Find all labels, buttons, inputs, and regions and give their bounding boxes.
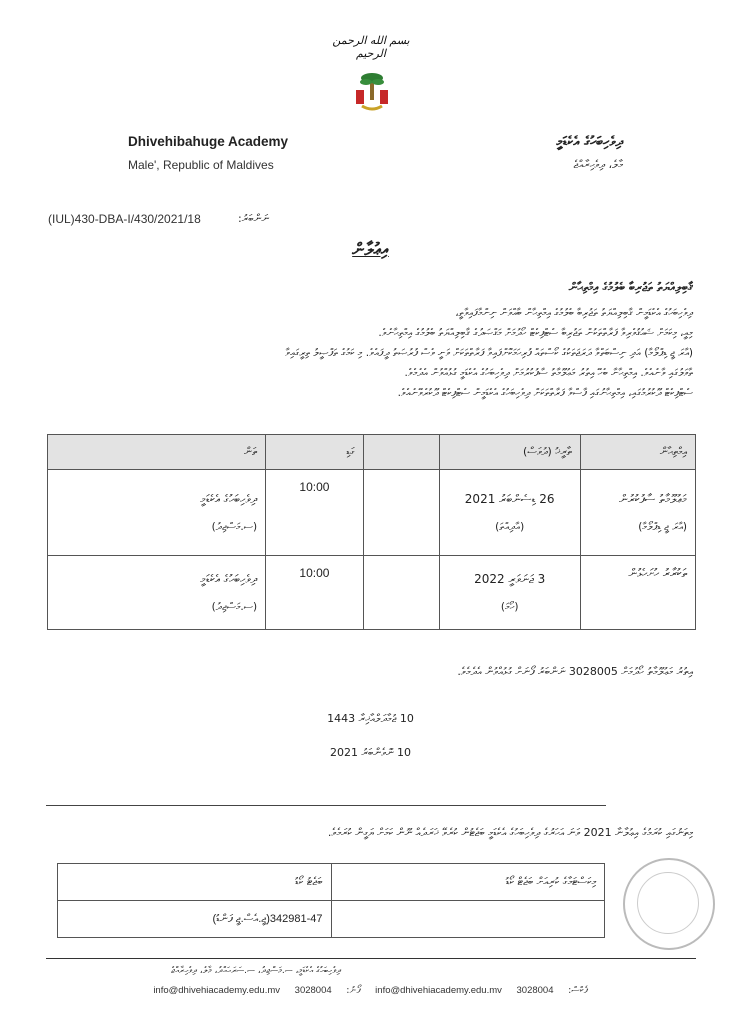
footer-email[interactable]: info@dhivehiacademy.edu.mv <box>375 985 502 996</box>
divider <box>46 805 606 806</box>
gregorian-date: 10 ނޮވެންބަރު 2021 <box>329 746 412 759</box>
budget-code-value: 342981-47(ޖީ.އެސް.ޖީ ފަންޑު) <box>58 901 332 938</box>
org-name-dv: ދިވެހިބަހުގެ އެކެޑަމީ <box>556 134 623 150</box>
body-paragraph: ދިވެހިބަހުގެ އެކެޑަމީން ޤާބިލިއްޔަތު ތަޖުރިބާ ބެލުމުގެ އިމްތިޙާން ބާއްވަން ނިންމާފައިވާތީ، <box>455 307 693 319</box>
exam-name: މަޢުލޫމާތު ސާފުކުރުން <box>619 491 687 506</box>
org-name-en: Dhivehibahuge Academy <box>128 134 289 149</box>
body-paragraph: މިއީ، މިކަމަށް ޝައުޤުވެރިވާ ފަރާތްތަކުން ތަޖުރިބާ ސެޓްފިކެޓް ހޯދުމަށް މަޤްޞަދުގެ ޤާބިލިއްޔަތު ބެލުމުގެ އިމްތިޙާނެވެ. <box>378 327 693 339</box>
date-text: 3 ޖަނަވަރީ 2022 <box>474 571 546 586</box>
blank-cell <box>363 470 439 556</box>
footer-contact <box>0 985 741 996</box>
col-exam: އިމްތިޙާން <box>580 435 695 470</box>
exam-name: ތަކުރާރު ހުށަހެޅުން <box>628 566 687 580</box>
footer-email[interactable]: info@dhivehiacademy.edu.mv <box>153 985 281 996</box>
exam-cell <box>580 470 695 556</box>
blank-cell <box>363 556 439 630</box>
budget-declaration: މިތަނުގައި ކުރަމުގެ އިޢުލާނާ 2021 ވަނަ އަހަރުގެ ދިވެހިބަހުގެ އެކެޑަމީ ބަޖެޓުން ކުރެވޭ ޚަރަދެއް ނޫން ކަމަށް ޔަގީން ކުރަމެވެ. <box>327 826 693 839</box>
col-date: ތާރީޚު (ދުވަސް) <box>439 435 580 470</box>
body-paragraph: ސެޓްފިކެޓް ދޫކުރުމުގައި، އިމްތިޙާނުގައި ފާސްވާ ފަރާތްތަކަށް ދިވެހިބަހުގެ އެކެޑަމީން ސެޓްފިކެޓް ދޫކުރެވޭނެއެވެ. <box>397 387 693 399</box>
org-location-dv: މާލެ، ދިވެހިރާއްޖެ <box>573 158 623 171</box>
reference-number: (IUL)430-DBA-I/430/2021/18 <box>48 212 201 226</box>
col-blank <box>363 435 439 470</box>
blank-cell <box>331 901 605 938</box>
time-cell: 10:00 <box>266 470 364 556</box>
table-header-row <box>48 435 696 470</box>
body-paragraph: ތާވަލުގައި ވާނެއެވެ. އިމްތިޙާނާ ބެހޭ އިތުރު މަޢުލޫމާތު ސާފުކުރުމަށް ދިވެހިބަހުގެ އެކެޑަމީ ގުޅުއްވުން އެދެމެވެ. <box>404 367 693 379</box>
org-location-en: Male', Republic of Maldives <box>128 158 274 172</box>
footer-fax: 3028004 <box>516 985 554 996</box>
venue-name: ދިވެހިބަހުގެ އެކެޑަމީ <box>200 491 258 506</box>
time-cell: 10:00 <box>266 556 364 630</box>
table-row <box>48 556 696 630</box>
stamp-inner-ring <box>637 872 699 934</box>
day-text: (އާދިއްތަ) <box>495 520 525 533</box>
venue-sub: (ސ.މަސްޖިދު) <box>211 600 258 613</box>
subject-line: ޤާބިލިއްޔަތު ތަޖުރިބާ ބެލުމުގެ އިމްތިޙާން <box>568 280 693 294</box>
budget-code-label: ބަޖެޓު ކޯޑު <box>58 864 332 901</box>
table-row <box>58 864 605 901</box>
exam-sub: (އާރަ ޖީ ޑިޕްލޯމާ) <box>638 520 687 533</box>
col-venue: ތަން <box>48 435 266 470</box>
date-cell <box>439 470 580 556</box>
contact-note: އިތުރު މަޢުލޫމާތު ހޯދުމަށް 3028005 ނަންބަރު ފޯނަށް ގުޅުއްވުން އެދެމެވެ. <box>457 665 693 678</box>
venue-cell <box>48 470 266 556</box>
venue-name: ދިވެހިބަހުގެ އެކެޑަމީ <box>200 571 258 586</box>
reference-label: ނަންބަރު: <box>238 212 270 225</box>
date-cell <box>439 556 580 630</box>
body-paragraph: (އާރަ ޖީ ޑިޕްލޯމާ) އަދި ނިސްބަތްވާ ދަރަޖަތަކުގެ ކޯސްތައް ފުރިހަމަކޮށްފައިވާ ފަރާތްތަކަށް ވަނީ ވެސް ފުރުޞަތު ދީފައެވެ. މި ކަމުގެ ތަފްޞީލު ތިރީގައިވާ <box>285 347 693 359</box>
table-row <box>58 901 605 938</box>
table-row <box>48 470 696 556</box>
footer-phone-label: ފޯނު: <box>346 985 361 996</box>
footer-divider <box>46 958 696 959</box>
bismillah-calligraphy: بسم الله الرحمن الرحيم <box>332 34 410 60</box>
hijri-date: 10 ޖުމާދަލްއާޚިރާ 1443 <box>327 712 414 725</box>
footer-address: ދިވެހިބަހުގެ އެކެޑަމީ، ސ.މަސްޖިދު، ސ.ސަރަޙައްދު، މާލެ، ދިވެހިރާއްޖެ <box>171 966 341 976</box>
footer-fax-label: ފެކްސް: <box>568 985 588 996</box>
maldives-emblem-icon <box>352 68 392 112</box>
exam-cell <box>580 556 695 630</box>
page-title: އިޢުލާން <box>352 240 389 260</box>
day-text: (ހޯމަ) <box>500 600 519 613</box>
footer-phone: 3028004 <box>294 985 332 996</box>
venue-sub: (ސ.މަސްޖިދު) <box>211 520 258 533</box>
col-time: ގަޑި <box>266 435 364 470</box>
date-text: 26 ޑިސެންބަރު 2021 <box>464 491 555 506</box>
budget-table <box>57 863 605 938</box>
schedule-table <box>47 434 696 630</box>
budget-item-label: މިކަސްޓަމާގެ ކުރިއަށް ބަޖެޓް ކޯޑު <box>331 864 605 901</box>
venue-cell <box>48 556 266 630</box>
